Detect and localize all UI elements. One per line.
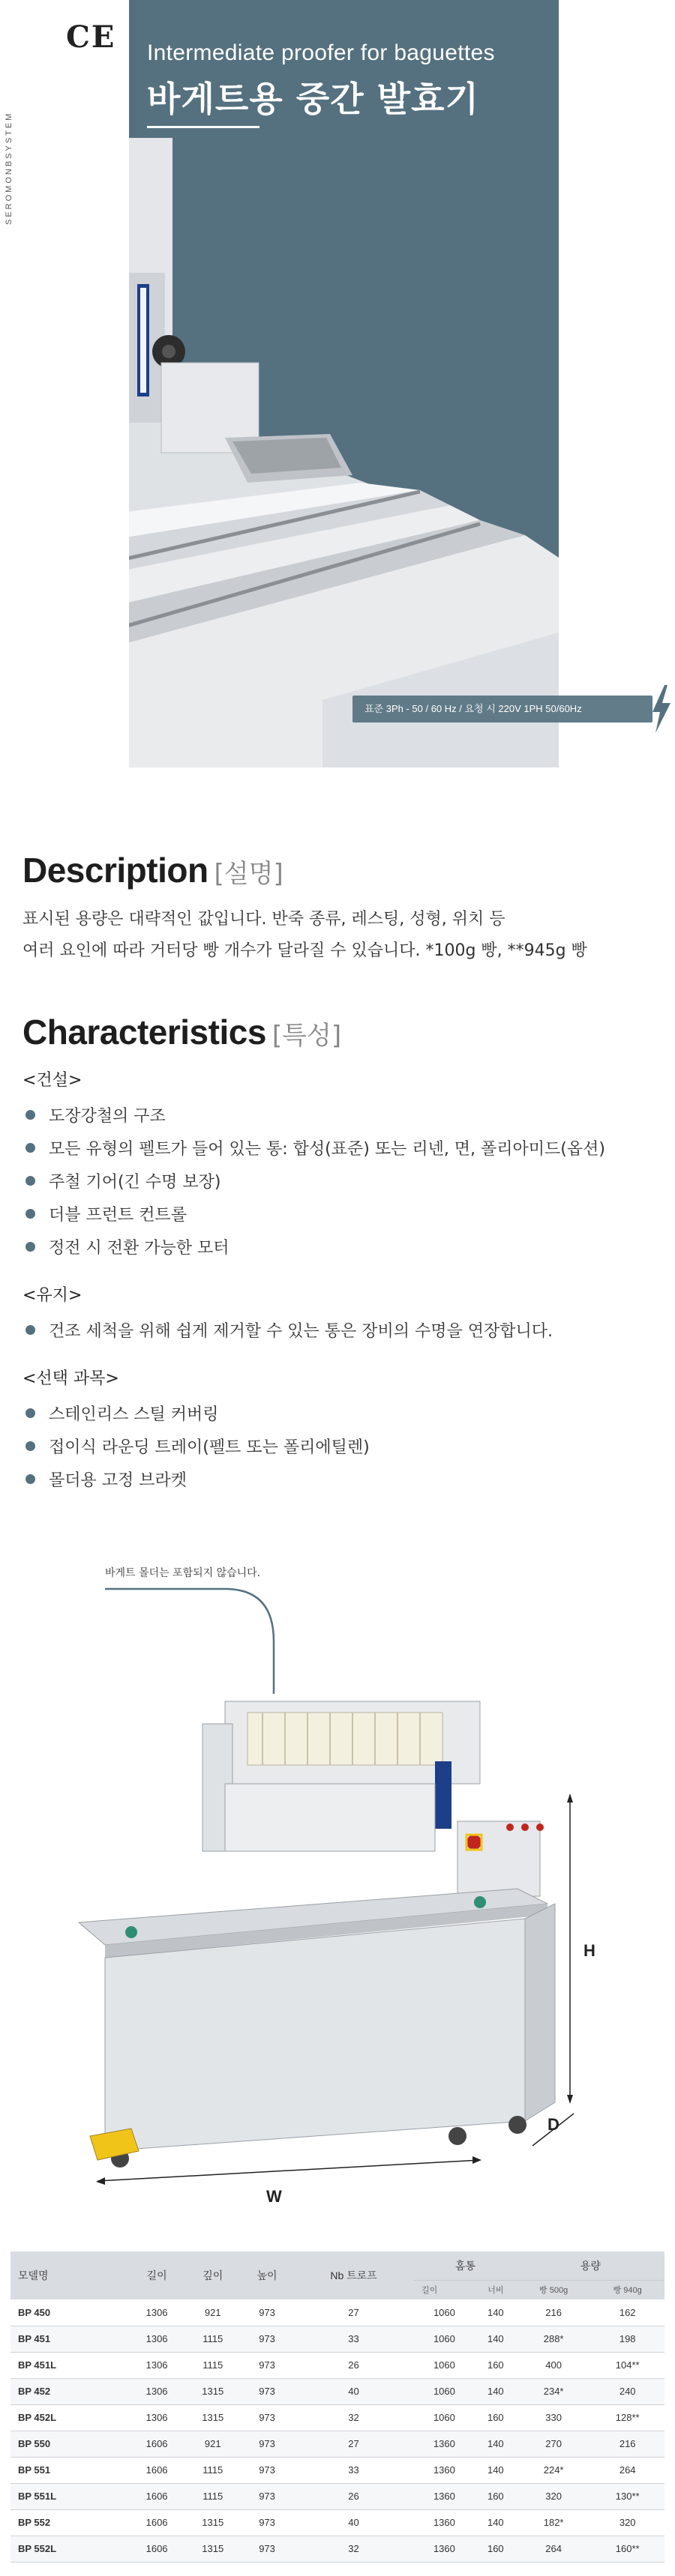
table-cell: 973 [241,2299,293,2326]
table-cell: 270 [517,2431,591,2457]
list-item-text: 모든 유형의 펠트가 들어 있는 통: 합성(표준) 또는 리넨, 면, 폴리아미드(옵션) [49,1139,605,1159]
table-cell: 1315 [184,2404,241,2431]
table-row [10,2509,664,2536]
table-cell: 216 [517,2299,591,2326]
table-cell: 140 [475,2457,517,2483]
table-cell: 264 [517,2536,591,2562]
table-cell: 140 [475,2299,517,2326]
bullet-dot-icon [26,1408,35,1418]
sub-header-gutter-length: 길이 [414,2280,475,2299]
hero-right-margin [559,0,675,767]
table-cell: 182* [517,2509,591,2536]
list-item [22,1230,652,1263]
list-item-text: 스테인리스 스틸 커버링 [49,1405,219,1424]
description-title: Description [22,851,208,890]
table-cell: 1306 [129,2378,185,2404]
table-cell: 1315 [184,2536,241,2562]
table-cell: 140 [475,2378,517,2404]
table-cell: 973 [241,2509,293,2536]
table-cell: 973 [241,2326,293,2352]
bullet-dot-icon [26,1143,35,1153]
table-cell: 973 [241,2404,293,2431]
description-heading [22,850,652,890]
table-row [10,2378,664,2404]
table-cell: 921 [184,2431,241,2457]
table-cell: 973 [241,2352,293,2378]
col-header-capacity: 용량 [517,2251,664,2280]
table-cell: 198 [590,2326,664,2352]
table-cell: 1306 [129,2299,185,2326]
bullet-dot-icon [26,1441,35,1451]
table-cell: 1606 [129,2483,185,2509]
bullet-dot-icon [26,1110,35,1120]
brand-vertical-text: SEROMONBSYSTEM [4,111,14,225]
sub-header-bread-940g: 빵 940g [590,2280,664,2299]
bullet-dot-icon [26,1242,35,1252]
group-label-maintenance: <유지> [22,1286,82,1305]
spec-table-container [10,2251,664,2563]
bullet-dot-icon [26,1325,35,1335]
table-cell: 234* [517,2378,591,2404]
table-cell: 1360 [414,2431,475,2457]
table-cell: BP 551L [10,2483,129,2509]
ce-mark-logo: CE [66,19,116,55]
table-cell: 1606 [129,2457,185,2483]
table-cell: 1306 [129,2352,185,2378]
table-cell: 216 [590,2431,664,2457]
bullet-dot-icon [26,1209,35,1219]
hero-left-margin [0,0,129,767]
table-cell: BP 552 [10,2509,129,2536]
list-item-text: 주철 기어(긴 수명 보장) [49,1172,221,1192]
table-cell: BP 551 [10,2457,129,2483]
table-cell: BP 452 [10,2378,129,2404]
table-cell: 26 [293,2352,414,2378]
group-label-options: <선택 과목> [22,1369,119,1388]
callout-note: 바게트 몰더는 포함되지 않습니다. [105,1567,261,1579]
table-row [10,2352,664,2378]
table-cell: 921 [184,2299,241,2326]
table-cell: 1060 [414,2326,475,2352]
table-cell: 130** [590,2483,664,2509]
col-header-height: 높이 [241,2251,293,2299]
list-item [22,1131,652,1164]
table-cell: 160 [475,2352,517,2378]
table-cell: 160** [590,2536,664,2562]
table-cell: 1060 [414,2378,475,2404]
list-item-text: 정전 시 전환 가능한 모터 [49,1238,230,1258]
table-cell: BP 451L [10,2352,129,2378]
bullet-dot-icon [26,1176,35,1186]
table-cell: 128** [590,2404,664,2431]
table-row [10,2326,664,2352]
characteristics-title: Characteristics [22,1013,266,1052]
sub-header-gutter-width: 너비 [475,2280,517,2299]
bullet-dot-icon [26,1474,35,1484]
list-item-text: 건조 세척을 위해 쉽게 제거할 수 있는 통은 장비의 수명을 연장합니다. [49,1321,553,1341]
characteristics-heading [22,1012,652,1052]
dimension-label-depth: D [548,2115,560,2134]
table-cell: 27 [293,2299,414,2326]
table-cell: 320 [590,2509,664,2536]
table-row [10,2457,664,2483]
table-cell: 973 [241,2378,293,2404]
table-cell: 240 [590,2378,664,2404]
power-spec-text: 표준 3Ph - 50 / 60 Hz / 요청 시 220V 1PH 50/60Hz [364,703,582,714]
table-cell: 1060 [414,2404,475,2431]
col-header-gutter: 홈통 [414,2251,517,2280]
table-cell: 40 [293,2378,414,2404]
table-cell: 162 [590,2299,664,2326]
table-cell: BP 552L [10,2536,129,2562]
description-line: 여러 요인에 따라 거터당 빵 개수가 달라질 수 있습니다. *100g 빵, **945g 빵 [22,941,587,960]
table-cell: 1115 [184,2326,241,2352]
table-cell: BP 452L [10,2404,129,2431]
table-cell: 1115 [184,2483,241,2509]
description-title-ko: [설명] [214,859,284,889]
characteristics-title-ko: [특성] [272,1021,342,1051]
table-cell: 32 [293,2536,414,2562]
table-cell: 27 [293,2431,414,2457]
power-spec-band [352,696,652,723]
machine-illustration [0,1544,675,2204]
table-cell: 1360 [414,2509,475,2536]
table-cell: 1315 [184,2378,241,2404]
list-item-text: 더블 프런트 컨트롤 [49,1205,188,1225]
table-cell: 330 [517,2404,591,2431]
list-item [22,1164,652,1197]
table-cell: 400 [517,2352,591,2378]
table-row [10,2536,664,2562]
table-row [10,2483,664,2509]
table-cell: 40 [293,2509,414,2536]
table-cell: 1360 [414,2536,475,2562]
table-cell: 1360 [414,2483,475,2509]
hero-title: 바게트용 중간 발효기 [147,79,479,119]
table-cell: 160 [475,2483,517,2509]
table-cell: 140 [475,2509,517,2536]
table-cell: 104** [590,2352,664,2378]
group-label-construction: <건설> [22,1071,82,1090]
table-cell: 1115 [184,2457,241,2483]
col-header-troughs: Nb 트로프 [293,2251,414,2299]
table-cell: 160 [475,2404,517,2431]
table-cell: 1306 [129,2326,185,2352]
list-item [22,1098,652,1131]
table-cell: 32 [293,2404,414,2431]
col-header-depth: 깊이 [184,2251,241,2299]
description-section [22,850,652,967]
table-cell: 1315 [184,2509,241,2536]
col-header-length: 길이 [129,2251,185,2299]
table-cell: 160 [475,2536,517,2562]
lightning-bolt-icon [650,685,672,733]
table-cell: BP 451 [10,2326,129,2352]
table-cell: 973 [241,2536,293,2562]
table-cell: 264 [590,2457,664,2483]
table-cell: 33 [293,2326,414,2352]
table-cell: 33 [293,2457,414,2483]
table-cell: 1306 [129,2404,185,2431]
table-cell: 1606 [129,2431,185,2457]
table-cell: 1060 [414,2299,475,2326]
description-line: 표시된 용량은 대략적인 값입니다. 반죽 종류, 레스팅, 성형, 위치 등 [22,910,506,929]
list-item-text: 접이식 라운딩 트레이(펠트 또는 폴리에틸렌) [49,1438,370,1457]
list-item [22,1197,652,1230]
table-row [10,2404,664,2431]
table-cell: 288* [517,2326,591,2352]
machine-dimension-diagram [0,1544,675,2204]
table-cell: 140 [475,2431,517,2457]
list-item [22,1396,652,1429]
table-cell: BP 550 [10,2431,129,2457]
hero-section [0,0,675,767]
dimension-label-width: W [266,2187,282,2206]
characteristics-section [22,1012,652,1495]
hero-title-underline [147,126,260,128]
sub-header-bread-500g: 빵 500g [517,2280,591,2299]
list-item [22,1462,652,1495]
table-cell: BP 450 [10,2299,129,2326]
list-item-text: 도장강철의 구조 [49,1106,166,1126]
col-header-model: 모델명 [10,2251,129,2299]
table-cell: 1606 [129,2536,185,2562]
table-cell: 224* [517,2457,591,2483]
table-row [10,2431,664,2457]
table-cell: 973 [241,2483,293,2509]
table-cell: 26 [293,2483,414,2509]
table-cell: 320 [517,2483,591,2509]
dimension-label-height: H [584,1941,596,1960]
table-cell: 1060 [414,2352,475,2378]
hero-subtitle: Intermediate proofer for baguettes [147,40,495,65]
table-cell: 973 [241,2431,293,2457]
spec-table-body [10,2299,664,2562]
list-item [22,1429,652,1462]
spec-table [10,2251,664,2563]
table-cell: 1606 [129,2509,185,2536]
table-cell: 1360 [414,2457,475,2483]
description-text [22,904,652,967]
list-item-text: 몰더용 고정 브라켓 [49,1471,188,1490]
table-cell: 973 [241,2457,293,2483]
table-row [10,2299,664,2326]
list-item [22,1313,652,1346]
table-cell: 140 [475,2326,517,2352]
table-header-row [10,2251,664,2280]
table-cell: 1115 [184,2352,241,2378]
